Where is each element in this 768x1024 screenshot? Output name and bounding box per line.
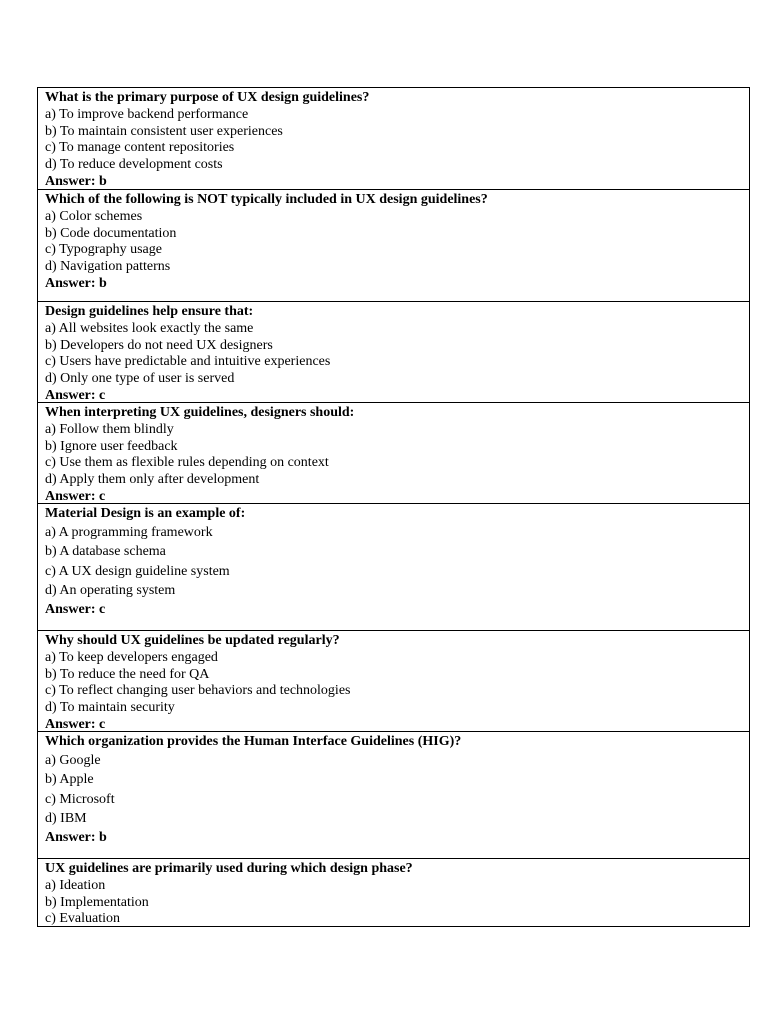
answer-text: Answer: c — [45, 716, 106, 731]
option-d: d) Only one type of user is served — [45, 371, 235, 387]
option-b: b) To maintain consistent user experiences — [45, 123, 283, 139]
quiz-table — [37, 87, 750, 927]
question-block-1 — [38, 88, 749, 189]
question-block-4 — [38, 402, 749, 503]
option-c: c) Users have predictable and intuitive experiences — [45, 354, 331, 370]
option-c: c) Evaluation — [45, 911, 121, 926]
option-c: c) Use them as flexible rules depending on context — [45, 455, 329, 471]
question-text: Why should UX guidelines be updated regularly? — [45, 633, 340, 648]
question-text: Design guidelines help ensure that: — [45, 304, 254, 319]
option-d: d) Apply them only after development — [45, 472, 260, 488]
option-d: d) IBM — [45, 811, 87, 827]
option-a: a) Ideation — [45, 877, 106, 893]
option-b: b) Apple — [45, 772, 94, 788]
question-text: Material Design is an example of: — [45, 506, 246, 521]
answer-text: Answer: b — [45, 173, 107, 189]
option-a: a) To improve backend performance — [45, 106, 249, 122]
option-c: c) A UX design guideline system — [45, 563, 230, 579]
option-c: c) To reflect changing user behaviors and technologies — [45, 683, 351, 699]
question-block-7 — [38, 731, 749, 858]
question-text: What is the primary purpose of UX design guidelines? — [45, 90, 370, 105]
option-a: a) Google — [45, 752, 101, 768]
answer-text: Answer: b — [45, 829, 107, 845]
question-text: UX guidelines are primarily used during which design phase? — [45, 861, 413, 876]
option-d: d) To reduce development costs — [45, 157, 223, 173]
option-d: d) To maintain security — [45, 700, 175, 716]
option-d: d) Navigation patterns — [45, 259, 171, 275]
option-c: c) Typography usage — [45, 242, 162, 258]
option-a: a) Follow them blindly — [45, 421, 174, 437]
question-block-6 — [38, 630, 749, 731]
question-block-3 — [38, 301, 749, 402]
option-a: a) All websites look exactly the same — [45, 320, 254, 336]
question-block-8 — [38, 858, 749, 926]
option-b: b) Ignore user feedback — [45, 438, 178, 454]
option-a: a) To keep developers engaged — [45, 649, 218, 665]
option-c: c) To manage content repositories — [45, 140, 235, 156]
option-a: a) Color schemes — [45, 208, 143, 224]
answer-text: Answer: c — [45, 387, 106, 402]
option-b: b) Code documentation — [45, 225, 177, 241]
answer-text: Answer: c — [45, 488, 106, 503]
question-text: When interpreting UX guidelines, designers should: — [45, 405, 355, 420]
question-block-5 — [38, 503, 749, 630]
question-block-2 — [38, 189, 749, 301]
option-b: b) A database schema — [45, 544, 166, 560]
answer-text: Answer: c — [45, 601, 106, 617]
option-b: b) Implementation — [45, 894, 149, 910]
option-b: b) Developers do not need UX designers — [45, 337, 273, 353]
question-text: Which organization provides the Human Interface Guidelines (HIG)? — [45, 734, 462, 749]
question-text: Which of the following is NOT typically included in UX design guidelines? — [45, 192, 488, 207]
option-c: c) Microsoft — [45, 791, 115, 807]
option-b: b) To reduce the need for QA — [45, 666, 210, 682]
option-d: d) An operating system — [45, 583, 176, 599]
option-a: a) A programming framework — [45, 524, 213, 540]
answer-text: Answer: b — [45, 275, 107, 291]
